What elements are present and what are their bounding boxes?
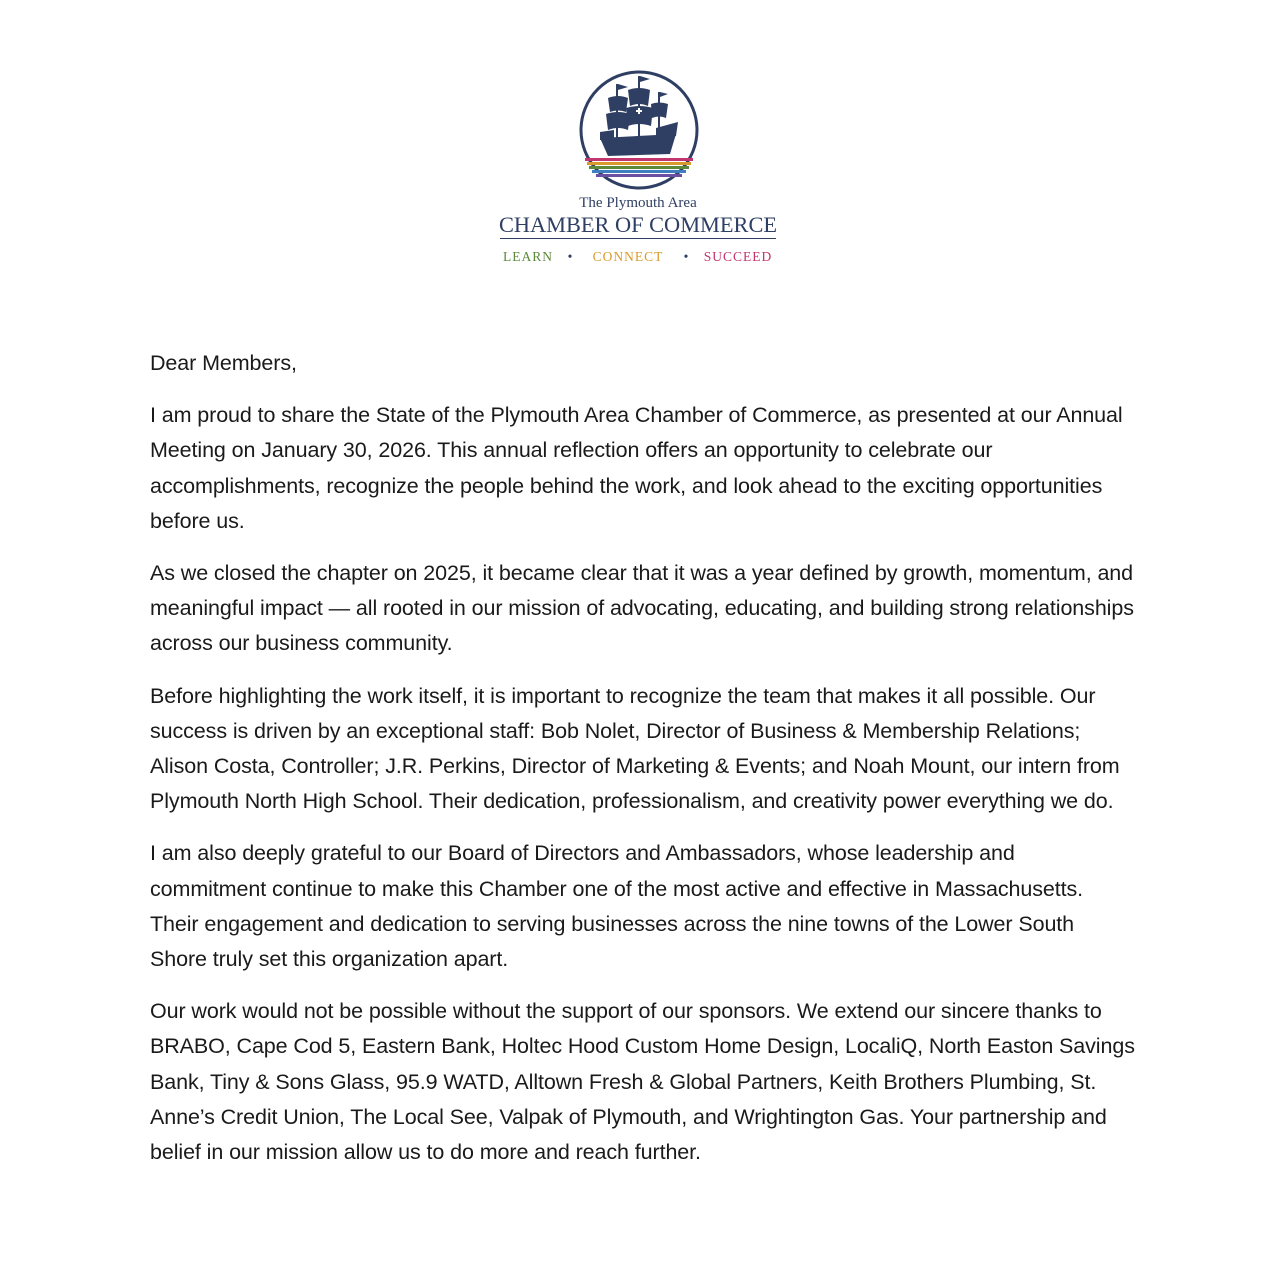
- tagline-separator: •: [567, 249, 573, 264]
- letter-body: [150, 346, 1135, 1187]
- paragraph-staff: Before highlighting the work itself, it is important to recognize the team that makes it all possible. Our success is driven by an exceptional staff: Bob Nolet, Director of Business & Membership Relations; Alison Costa, Controller; J.R. Perkins, Director of Marketing & Events; and Noah Mount, our intern from Plymouth North High School. Their dedication, professionalism, and creativity power everything we do.: [150, 683, 1120, 814]
- logo-line1: The Plymouth Area: [579, 195, 697, 211]
- ship-emblem: [581, 72, 697, 188]
- paragraph-board: I am also deeply grateful to our Board of Directors and Ambassadors, whose leadership and commitment continue to make this Chamber one of the most active and effective in Massachusetts. Their engagement and dedication to serving businesses across the nine towns of the Lower South Shore truly set this organization apart.: [150, 841, 1083, 972]
- tagline-succeed: SUCCEED: [703, 249, 773, 264]
- chamber-logo: [488, 62, 788, 272]
- salutation: Dear Members,: [150, 351, 297, 375]
- paragraph-2025-review: As we closed the chapter on 2025, it became clear that it was a year defined by growth, momentum, and meaningful impact — all rooted in our mission of advocating, educating, and building strong relationships across our business community.: [150, 561, 1134, 656]
- tagline-connect: CONNECT: [592, 249, 664, 264]
- tagline-learn: LEARN: [503, 249, 553, 264]
- paragraph-sponsors: Our work would not be possible without the support of our sponsors. We extend our sincere thanks to BRABO, Cape Cod 5, Eastern Bank, Holtec Hood Custom Home Design, LocaliQ, North Easton Savings Bank, Tiny & Sons Glass, 95.9 WATD, Alltown Fresh & Global Partners, Keith Brothers Plumbing, St. Anne’s Credit Union, The Local See, Valpak of Plymouth, and Wrightington Gas. Your partnership and belief in our mission allow us to do more and reach further.: [150, 999, 1135, 1165]
- logo-line2: CHAMBER OF COMMERCE: [499, 212, 777, 237]
- tagline-separator: •: [683, 249, 689, 264]
- paragraph-annual-meeting: I am proud to share the State of the Plymouth Area Chamber of Commerce, as presented at our Annual Meeting on January 30, 2026. This annual reflection offers an opportunity to celebrate our accomplishments, recognize the people behind the work, and look ahead to the exciting opportunities before us.: [150, 403, 1123, 533]
- logo-graphic: [488, 62, 788, 272]
